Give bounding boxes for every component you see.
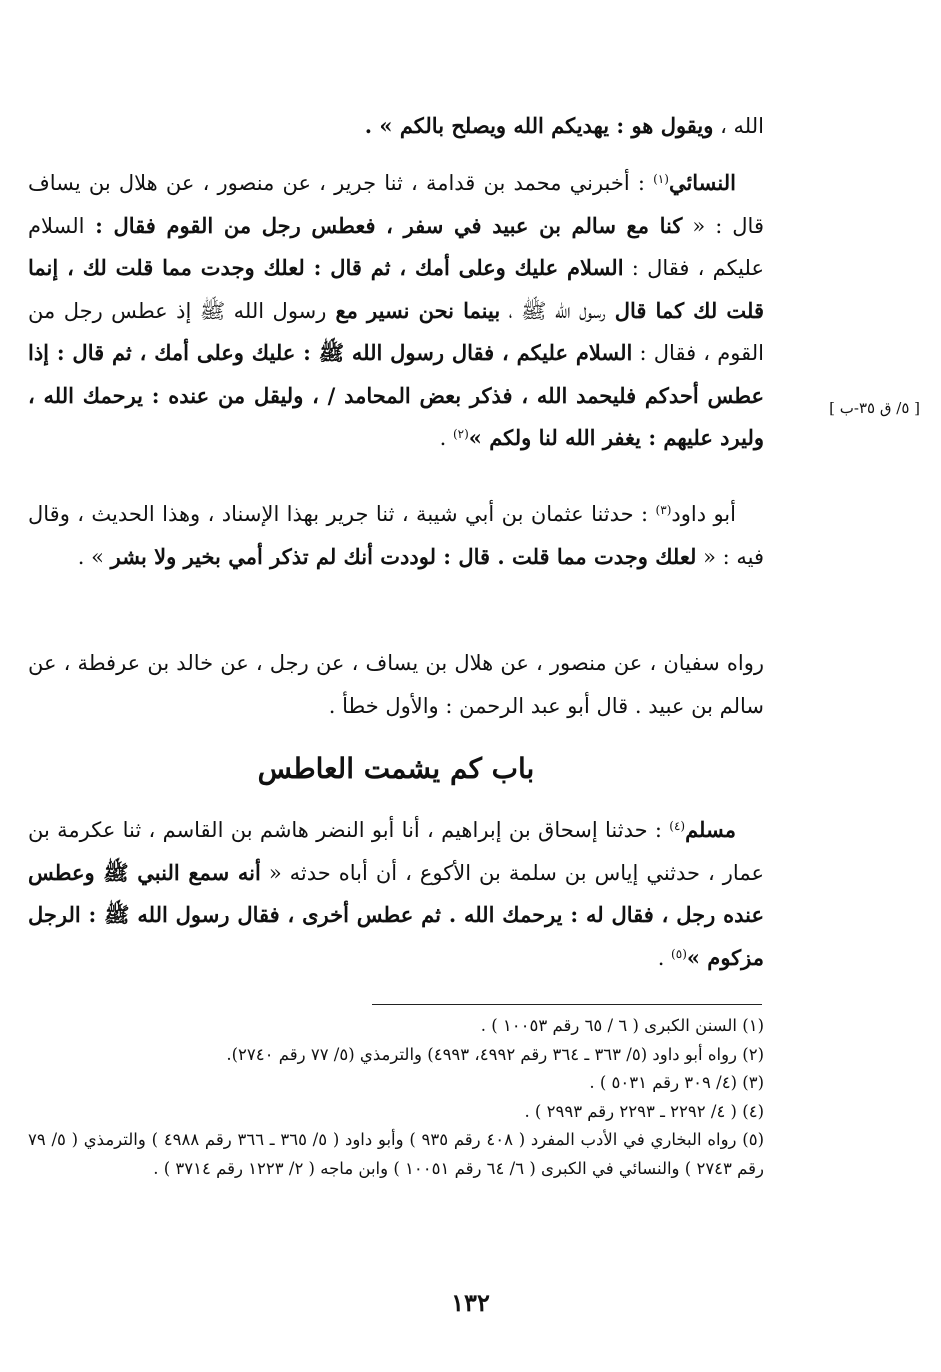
- footnote-divider: [372, 1004, 762, 1005]
- paragraph-text: [28, 105, 764, 148]
- paragraph-continuation: [28, 105, 764, 148]
- paragraph-text: رواه سفيان ، عن منصور ، عن هلال بن يساف ، عن رجل ، عن خالد بن عرفطة ، عن سالم بن عبيد . قال أبو عبد الرحمن : والأول خطأ .: [28, 651, 764, 718]
- bold-text-span: بينما نحن نسير مع: [326, 297, 501, 323]
- source-name: النسائي: [668, 170, 736, 195]
- text-span: : أخبرني محمد بن قدامة ، ثنا جرير ، عن منصور ، عن هلال بن يساف قال : «: [28, 171, 764, 238]
- text-span: : حدثنا عثمان بن أبي شيبة ، ثنا جرير بهذا الإسناد ، وهذا الحديث ، وقال فيه : «: [28, 502, 764, 569]
- text-span: » .: [77, 544, 111, 569]
- footnote-ref[interactable]: (٣): [655, 503, 672, 517]
- bold-text-span: السلام عليك وعلى أمك ، ثم قال : لعلك وجدت مما قلت لك ، إنما قلت لك كما قال: [28, 255, 764, 323]
- bold-text-span: كنا مع سالم بن عبيد في سفر ، فعطس رجل من القوم فقال :: [84, 212, 683, 238]
- footnote-5: (٥) رواه البخاري في الأدب المفرد ( ٤٠٨ رقم ٩٣٥ ) وأبو داود ( ٥/ ٣٦٥ ـ ٣٦٦ رقم ٤٩٨٨ ) والترمذي ( ٥/ ٧٩ رقم ٢٧٤٣ ) والنسائي في الكبرى ( ٦/ ٦٤ رقم ١٠٠٥١ ) وابن ماجه ( ٢/ ١٢٢٣ رقم ٣٧١٤ ) .: [28, 1130, 764, 1178]
- text-span: السلام عليكم ، فقال :: [28, 213, 764, 280]
- text-span: : حدثنا إسحاق بن إبراهيم ، أنا أبو النضر هاشم بن القاسم ، ثنا عكرمة بن عمار ، حدثني إياس بن سلمة بن الأكوع ، أن أباه حدثه «: [28, 818, 764, 885]
- bold-text-span: لعلك وجدت مما قلت . قال : لوددت أنك لم تذكر أمي بخير ولا بشر: [110, 543, 697, 569]
- paragraph-muslim: [28, 809, 764, 979]
- source-name: مسلم: [685, 817, 736, 842]
- footnote-ref[interactable]: (١): [653, 172, 669, 186]
- bold-text-span: أنه سمع النبي ﷺ وعطس عنده رجل ، فقال له : يرحمك الله . ثم عطس أخرى ، فقال رسول الله ﷺ : الرجل مزكوم »: [28, 859, 764, 970]
- footnote-3: (٣) (٤/ ٣٠٩ رقم ٥٠٣١ ) .: [589, 1073, 764, 1092]
- margin-manuscript-note: [ ٥/ ق ٣٥-ب ]: [829, 399, 920, 417]
- footnote-ref[interactable]: (٤): [669, 819, 686, 833]
- footnote-ref[interactable]: (٥): [671, 946, 687, 961]
- text-span: رسول الله ﷺ ،: [500, 298, 606, 323]
- page-number: ١٣٢: [451, 1288, 490, 1317]
- bold-text-span: السلام عليكم ، فقال رسول الله ﷺ : عليك وعلى أمك ، ثم قال : إذا عطس أحدكم فليحمد الله ، فذكر بعض المحامد / ، وليقل من عنده : يرحمك الله ، وليرد عليهم : يغفر الله لنا ولكم »: [28, 340, 764, 450]
- footnotes: [28, 1012, 764, 1183]
- source-name: أبو داود: [671, 502, 736, 526]
- paragraph-text: [28, 809, 764, 979]
- footnote-2: (٢) رواه أبو داود (٥/ ٣٦٣ ـ ٣٦٤ رقم ٤٩٩٢، ٤٩٩٣) والترمذي (٥/ ٧٧ رقم ٢٧٤٠).: [226, 1044, 764, 1064]
- paragraph-nasai: [28, 162, 764, 460]
- footnote-1: (١) السنن الكبرى ( ٦ / ٦٥ رقم ١٠٠٥٣ ) .: [480, 1016, 764, 1035]
- text-span: رسول الله ﷺ إذ: [167, 298, 327, 323]
- text-span: عطس رجل من القوم ، فقال :: [28, 298, 764, 365]
- paragraph-text: [28, 162, 764, 460]
- bold-text-span: ويقول هو : يهديكم الله ويصلح بالكم » .: [364, 113, 714, 138]
- paragraph-note: [28, 642, 764, 727]
- footnote-ref[interactable]: (٢): [452, 427, 469, 441]
- text-span: الله ،: [713, 114, 764, 138]
- text-span: .: [657, 945, 672, 970]
- paragraph-text: [28, 493, 764, 578]
- footnote-4: (٤) ( ٤/ ٢٢٩٢ ـ ٢٢٩٣ رقم ٢٩٩٣ ) .: [524, 1101, 764, 1121]
- text-span: .: [439, 426, 453, 450]
- paragraph-abu-dawud: [28, 493, 764, 578]
- chapter-heading: باب كم يشمت العاطس: [257, 752, 535, 785]
